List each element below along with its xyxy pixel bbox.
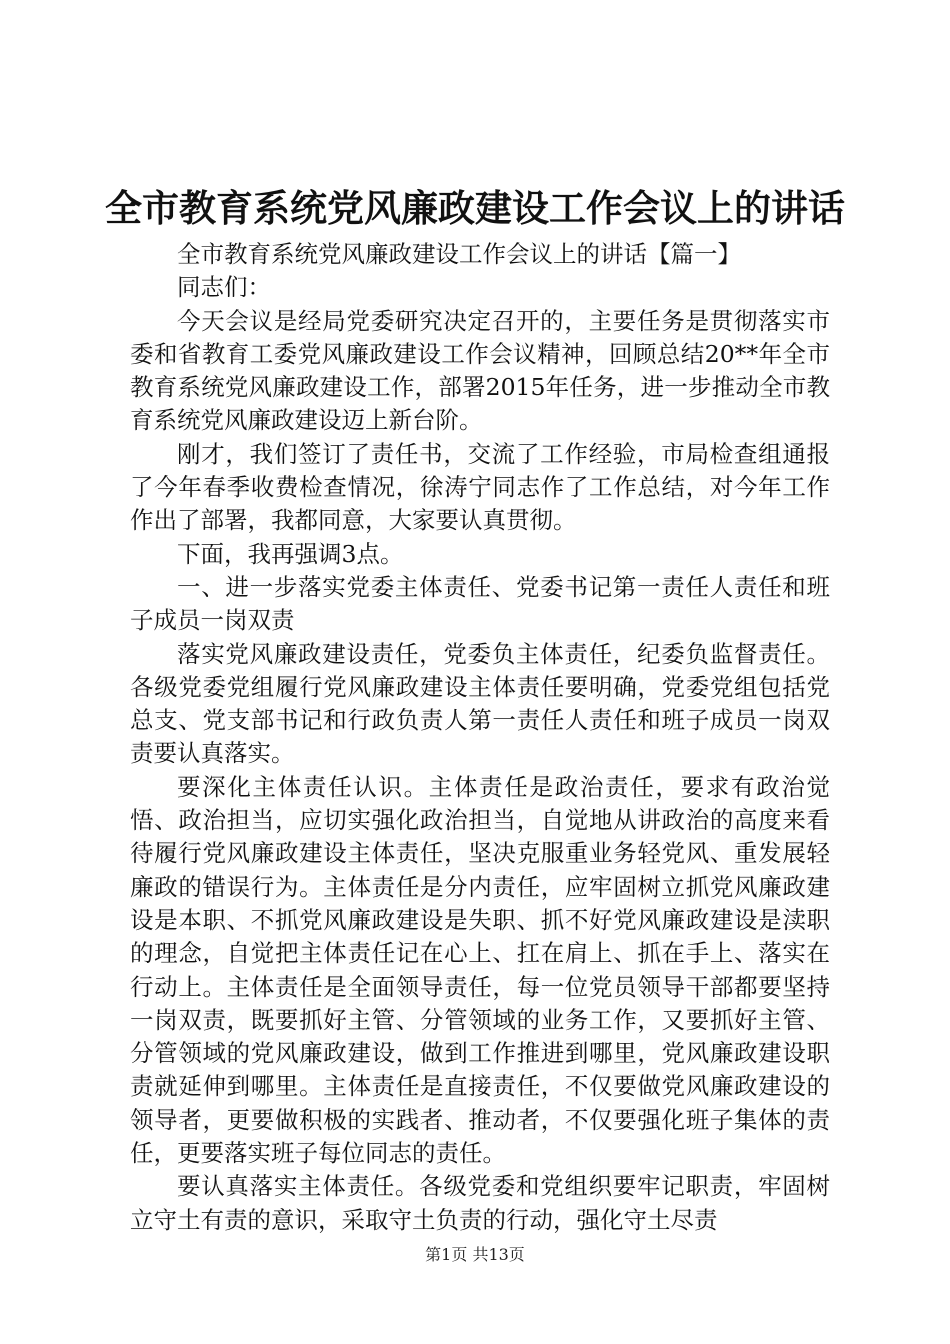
page-number-footer: 第1页 共13页 <box>425 1245 525 1264</box>
document-title: 全市教育系统党风廉政建设工作会议上的讲话 <box>105 186 845 230</box>
paragraph: 今天会议是经局党委研究决定召开的，主要任务是贯彻落实市委和省教育工委党风廉政建设工作会议精神，回顾总结20**年全市教育系统党风廉政建设工作，部署2015年任务，进一步推动全市教育系统党风廉政建设迈上新台阶。 <box>130 306 830 435</box>
paragraph-subtitle: 全市教育系统党风廉政建设工作会议上的讲话【篇一】 <box>177 240 741 268</box>
section-heading: 一、进一步落实党委主体责任、党委书记第一责任人责任和班子成员一岗双责 <box>130 572 830 635</box>
document-body <box>130 238 830 1237</box>
paragraph: 下面，我再强调3点。 <box>177 539 404 568</box>
paragraph-salutation: 同志们： <box>177 273 271 302</box>
paragraph: 落实党风廉政建设责任，党委负主体责任，纪委负监督责任。各级党委党组履行党风廉政建设主体责任要明确，党委党组包括党总支、党支部书记和行政负责人第一责任人责任和班子成员一岗双责要认真落实。 <box>130 639 830 768</box>
paragraph: 刚才，我们签订了责任书，交流了工作经验，市局检查组通报了今年春季收费检查情况，徐涛宁同志作了工作总结，对今年工作作出了部署，我都同意，大家要认真贯彻。 <box>130 439 830 535</box>
paragraph: 要深化主体责任认识。主体责任是政治责任，要求有政治觉悟、政治担当，应切实强化政治担当，自觉地从讲政治的高度来看待履行党风廉政建设主体责任，坚决克服重业务轻党风、重发展轻廉政的错误行为。主体责任是分内责任，应牢固树立抓党风廉政建设是本职、不抓党风廉政建设是失职、抓不好党风廉政建设是渎职的理念，自觉把主体责任记在心上、扛在肩上、抓在手上、落实在行动上。主体责任是全面领导责任，每一位党员领导干部都要坚持一岗双责，既要抓好主管、分管领域的业务工作，又要抓好主管、分管领域的党风廉政建设，做到工作推进到哪里，党风廉政建设职责就延伸到哪里。主体责任是直接责任，不仅要做党风廉政建设的领导者，更要做积极的实践者、推动者，不仅要强化班子集体的责任，更要落实班子每位同志的责任。 <box>130 772 830 1168</box>
paragraph: 要认真落实主体责任。各级党委和党组织要牢记职责，牢固树立守土有责的意识，采取守土负责的行动，强化守土尽责 <box>130 1172 830 1234</box>
